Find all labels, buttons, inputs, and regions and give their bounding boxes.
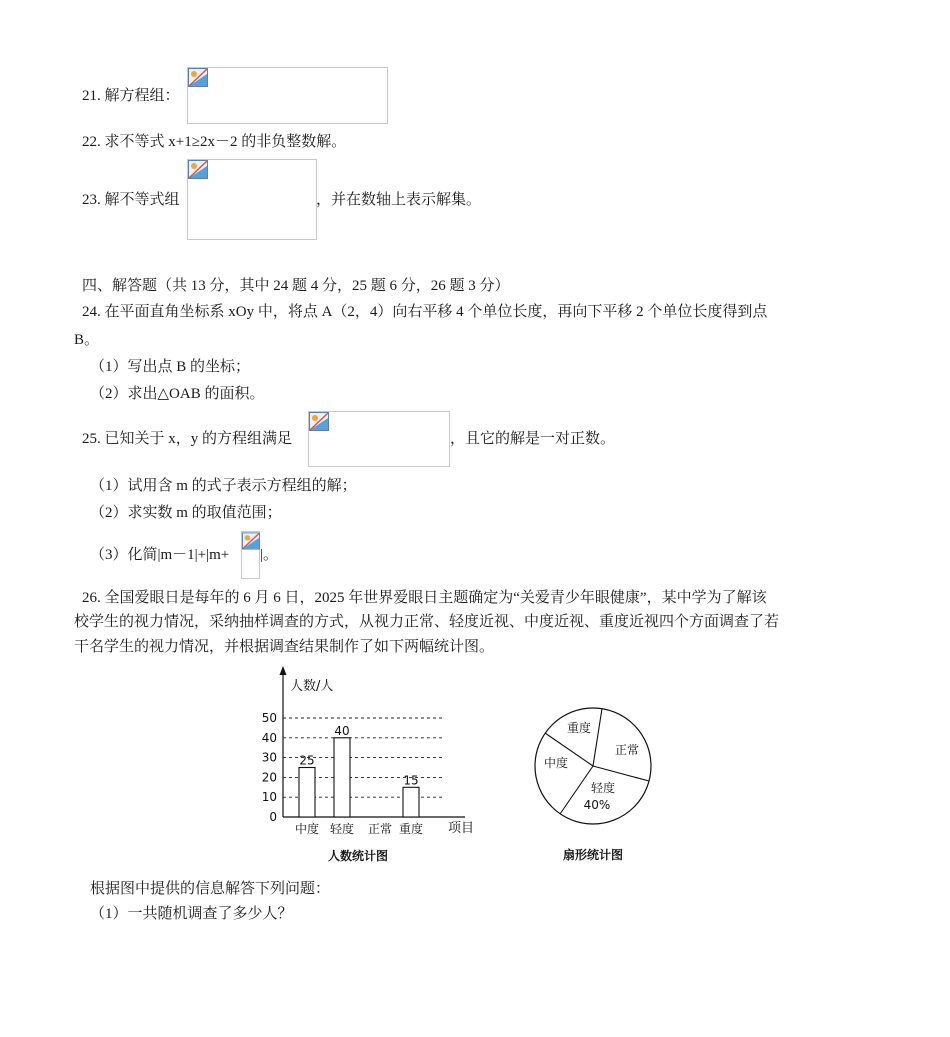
q26-sub1: （1）一共随机调查了多少人？	[90, 906, 293, 922]
charts-svg	[250, 660, 710, 870]
bar-y-axis-arrow	[280, 666, 287, 675]
q25-sub3-suffix: |。	[260, 547, 279, 563]
q23-suffix: ，并在数轴上表示解集。	[316, 192, 482, 208]
q24-line1: 24. 在平面直角坐标系 xOy 中，将点 A（2，4）向右平移 4 个单位长度，再向下平移 2 个单位长度得到点	[82, 304, 768, 320]
bar-category-label: 重度	[398, 822, 424, 836]
q26-after-text: 根据图中提供的信息解答下列问题：	[90, 881, 331, 897]
bar-3	[403, 787, 419, 817]
pie-label-zhongdu-heavy: 重度	[566, 721, 592, 735]
q21-text: 21. 解方程组：	[82, 88, 180, 104]
section4-title: 四、解答题（共 13 分，其中 24 题 4 分，25 题 6 分，26 题 3 分）	[82, 278, 510, 294]
pie-label-normal: 正常	[614, 743, 640, 757]
broken-image-icon	[242, 532, 260, 550]
bar-xlabel: 项目	[448, 821, 475, 836]
q25-fraction-image	[241, 531, 260, 579]
bar-category-label: 正常	[367, 822, 393, 836]
bar-ytick-label: 50	[261, 711, 277, 725]
q26-line3: 干名学生的视力情况，并根据调查结果制作了如下两幅统计图。	[74, 639, 495, 655]
bar-0	[299, 768, 315, 818]
q26-line2: 校学生的视力情况，采纳抽样调查的方式，从视力正常、轻度近视、中度近视、重度近视四个方面调查了若	[74, 614, 780, 630]
q25-sub3-prefix: （3）化简|m－1|+|m+	[90, 547, 230, 563]
pie-chart	[535, 708, 651, 862]
bar-title: 人数统计图	[327, 849, 389, 863]
q23-inequality-image	[187, 159, 317, 240]
q24-sub1: （1）写出点 B 的坐标；	[90, 359, 251, 375]
q25-sub1: （1）试用含 m 的式子表示方程组的解；	[90, 478, 357, 494]
q22-text: 22. 求不等式 x+1≥2x－2 的非负整数解。	[82, 134, 347, 150]
pie-title: 扇形统计图	[562, 848, 624, 862]
bar-ytick-label: 10	[261, 790, 277, 805]
bar-category-label: 轻度	[329, 822, 355, 836]
q25-sub2: （2）求实数 m 的取值范围；	[90, 505, 282, 521]
bar-ytick-label: 40	[261, 730, 277, 745]
statistics-charts	[250, 660, 710, 870]
bar-ytick-label: 30	[261, 750, 277, 765]
broken-image-icon	[309, 412, 329, 431]
q25-equation-image	[308, 411, 450, 467]
pie-label-mild-percent: 40%	[583, 798, 611, 812]
q23-prefix: 23. 解不等式组	[82, 192, 180, 208]
q25-suffix: ，且它的解是一对正数。	[450, 431, 616, 447]
q26-line1: 26. 全国爱眼日是每年的 6 月 6 日，2025 年世界爱眼日主题确定为“关爱青少年眼健康”，某中学为了解该	[82, 590, 767, 606]
bar-ylabel: 人数/人	[290, 679, 334, 694]
bar-chart	[262, 666, 474, 863]
pie-label-mild: 轻度	[590, 781, 616, 795]
q24-line2: B。	[74, 332, 100, 348]
q21-equation-image	[187, 67, 388, 124]
broken-image-icon	[188, 68, 208, 87]
bar-ytick-label: 20	[261, 770, 277, 785]
q25-prefix: 25. 已知关于 x，y 的方程组满足	[82, 431, 293, 447]
pie-label-moderate: 中度	[543, 756, 569, 770]
bar-ytick-label: 0	[269, 810, 277, 824]
bar-data-label: 15	[403, 773, 419, 788]
bar-data-label: 40	[334, 723, 350, 738]
broken-image-icon	[188, 160, 208, 179]
q24-sub2: （2）求出△OAB 的面积。	[90, 386, 265, 402]
bar-category-label: 中度	[294, 822, 320, 836]
bar-data-label: 25	[299, 753, 315, 768]
bar-1	[334, 738, 350, 817]
